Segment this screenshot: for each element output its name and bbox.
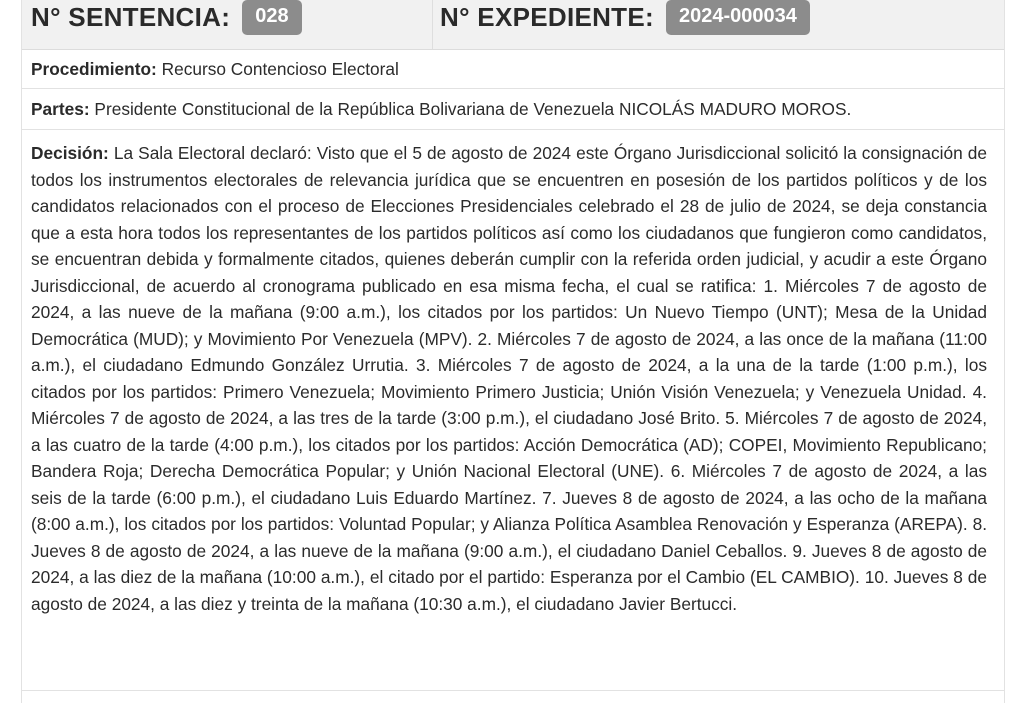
decision-value: La Sala Electoral declaró: Visto que el 5 de agosto de 2024 este Órgano Jurisdiccional solicitó la consignación de todos los instrumentos electorales de relevancia jurídica que se encuentren en posesión de los partidos políticos y de los candidatos relacionados con el proceso de Elecciones Presidenciales celebrado el 28 de julio de 2024, se deja constancia que a esta hora todos los representantes de los partidos políticos así como los ciudadanos que fungieron como candidatos, se encuentran debida y formalmente citados, quienes deberán cumplir con la referida orden judicial, y acudir a este Órgano Jurisdiccional, de acuerdo al cronograma publicado en esa misma fecha, el cual se ratifica: 1. Miércoles 7 de agosto de 2024, a las nueve de la mañana (9:00 a.m.), los citados por los partidos: Un Nuevo Tiempo (UNT); Mesa de la Unidad Democrática (MUD); y Movimiento Por Venezuela (MPV). 2. Miércoles 7 de agosto de 2024, a las once de la mañana (11:00 a.m.), el ciudadano Edmundo González Urrutia. 3. Miércoles 7 de agosto de 2024, a la una de la tarde (1:00 p.m.), los citados por los partidos: Primero Venezuela; Movimiento Primero Justicia; Unión Visión Venezuela; y Venezuela Unidad. 4. Miércoles 7 de agosto de 2024, a las tres de la tarde (3:00 p.m.), el ciudadano José Brito. 5. Miércoles 7 de agosto de 2024, a las cuatro de la tarde (4:00 p.m.), los citados por los partidos: Acción Democrática (AD); COPEI, Movimiento Republicano; Bandera Roja; Derecha Democrática Popular; y Unión Nacional Electoral (UNE). 6. Miércoles 7 de agosto de 2024, a las seis de la tarde (6:00 p.m.), el ciudadano Luis Eduardo Martínez. 7. Jueves 8 de agosto de 2024, a las ocho de la mañana (8:00 a.m.), los citados por los partidos: Voluntad Popular; y Alianza Política Asamblea Renovación y Esperanza (AREPA). 8. Jueves 8 de agosto de 2024, a las nueve de la mañana (9:00 a.m.), el ciudadano Daniel Ceballos. 9. Jueves 8 de agosto de 2024, a las diez de la mañana (10:00 a.m.), el citado por el partido: Esperanza por el Cambio (EL CAMBIO). 10. Jueves 8 de agosto de 2024, a las diez y treinta de la mañana (10:30 a.m.), el ciudadano Javier Bertucci. [31, 143, 987, 614]
procedimiento-row [22, 50, 1004, 89]
record-header [22, 0, 1004, 50]
sentencia-number-badge: 028 [242, 0, 301, 35]
decision-text [31, 140, 987, 617]
expediente-cell [432, 0, 1000, 49]
next-row-edge [22, 691, 1004, 703]
expediente-number-badge: 2024-000034 [666, 0, 810, 35]
decision-label: Decisión: [31, 143, 109, 163]
sentencia-cell [31, 0, 431, 49]
partes-label: Partes: [31, 99, 90, 119]
procedimiento-label: Procedimiento: [31, 59, 157, 79]
expediente-label: N° EXPEDIENTE: [440, 2, 654, 32]
sentence-record-table [21, 0, 1005, 703]
decision-row [22, 131, 1004, 691]
partes-row [22, 89, 1004, 130]
sentencia-label: N° SENTENCIA: [31, 2, 231, 32]
partes-value: Presidente Constitucional de la República Bolivariana de Venezuela NICOLÁS MADURO MOROS. [94, 99, 852, 119]
procedimiento-value: Recurso Contencioso Electoral [161, 59, 399, 79]
